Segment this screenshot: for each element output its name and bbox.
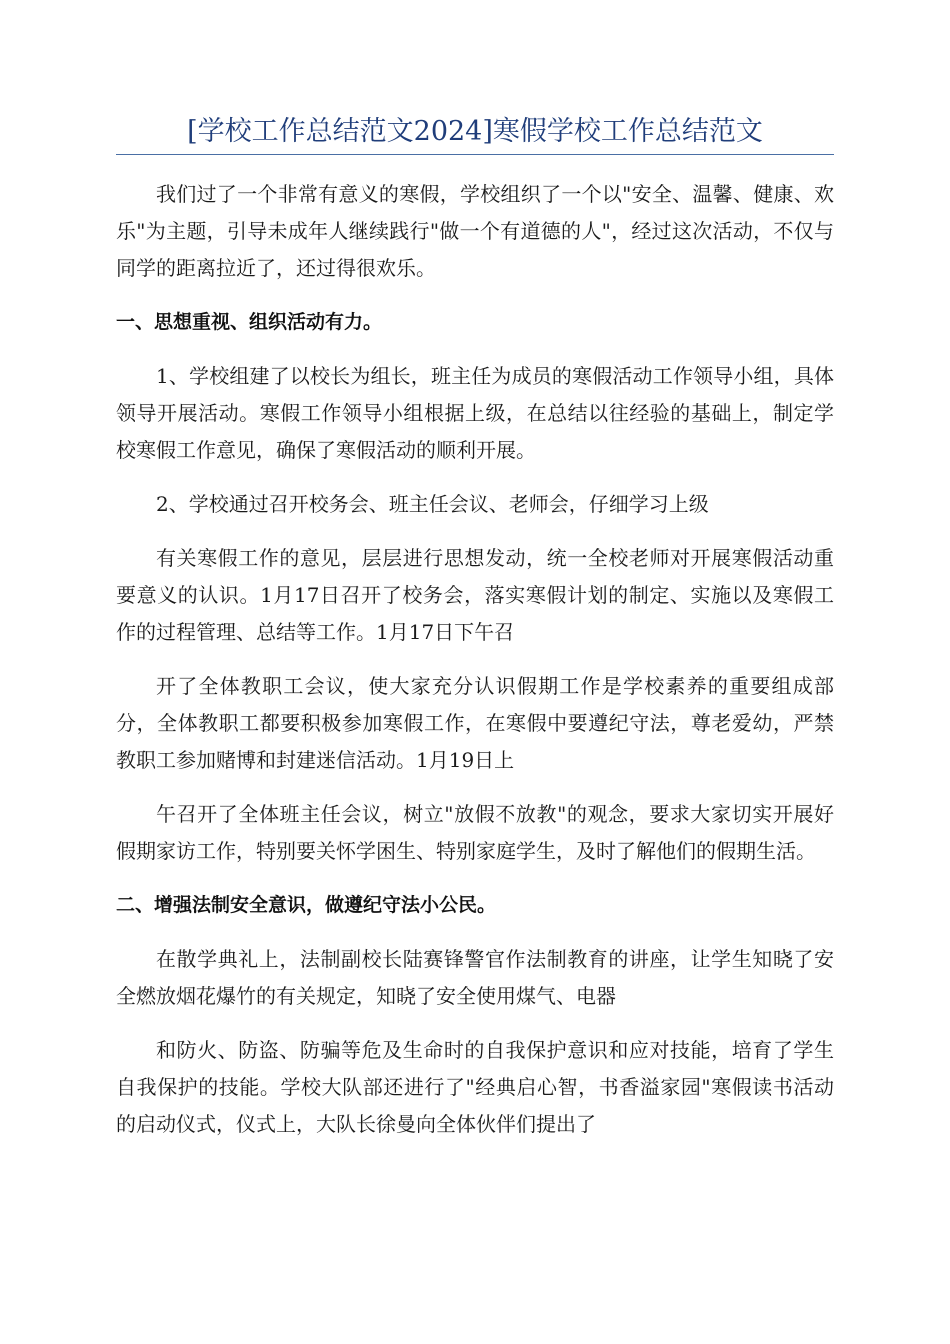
title-underline: [116, 154, 834, 155]
document-body: [116, 176, 834, 1160]
paragraph-3: 有关寒假工作的意见，层层进行思想发动，统一全校老师对开展寒假活动重要意义的认识。1月17日召开了校务会，落实寒假计划的制定、实施以及寒假工作的过程管理、总结等工作。1月17日下午召: [116, 546, 834, 644]
paragraph-7: 和防火、防盗、防骗等危及生命时的自我保护意识和应对技能，培育了学生自我保护的技能。学校大队部还进行了"经典启心智，书香溢家园"寒假读书活动的启动仪式，仪式上，大队长徐曼向全体伙伴们提出了: [116, 1038, 834, 1136]
paragraph-2: 2、学校通过召开校务会、班主任会议、老师会，仔细学习上级: [156, 492, 709, 516]
document-title: [学校工作总结范文2024]寒假学校工作总结范文: [187, 116, 763, 147]
paragraph-4: 开了全体教职工会议，使大家充分认识假期工作是学校素养的重要组成部分，全体教职工都要积极参加寒假工作，在寒假中要遵纪守法，尊老爱幼，严禁教职工参加赌博和封建迷信活动。1月19日上: [116, 674, 834, 772]
section-heading-2: 二、增强法制安全意识，做遵纪守法小公民。: [116, 894, 497, 916]
paragraph-1: 1、学校组建了以校长为组长，班主任为成员的寒假活动工作领导小组，具体领导开展活动。寒假工作领导小组根据上级，在总结以往经验的基础上，制定学校寒假工作意见，确保了寒假活动的顺利开展。: [116, 364, 834, 462]
paragraph-5: 午召开了全体班主任会议，树立"放假不放教"的观念，要求大家切实开展好假期家访工作，特别要关怀学困生、特别家庭学生，及时了解他们的假期生活。: [116, 802, 834, 863]
section-heading-1: 一、思想重视、组织活动有力。: [116, 311, 383, 333]
paragraph-intro: 我们过了一个非常有意义的寒假，学校组织了一个以"安全、温馨、健康、欢乐"为主题，引导未成年人继续践行"做一个有道德的人"，经过这次活动，不仅与同学的距离拉近了，还过得很欢乐。: [116, 182, 834, 280]
paragraph-6: 在散学典礼上，法制副校长陆赛锋警官作法制教育的讲座，让学生知晓了安全燃放烟花爆竹的有关规定，知晓了安全使用煤气、电器: [116, 947, 834, 1008]
